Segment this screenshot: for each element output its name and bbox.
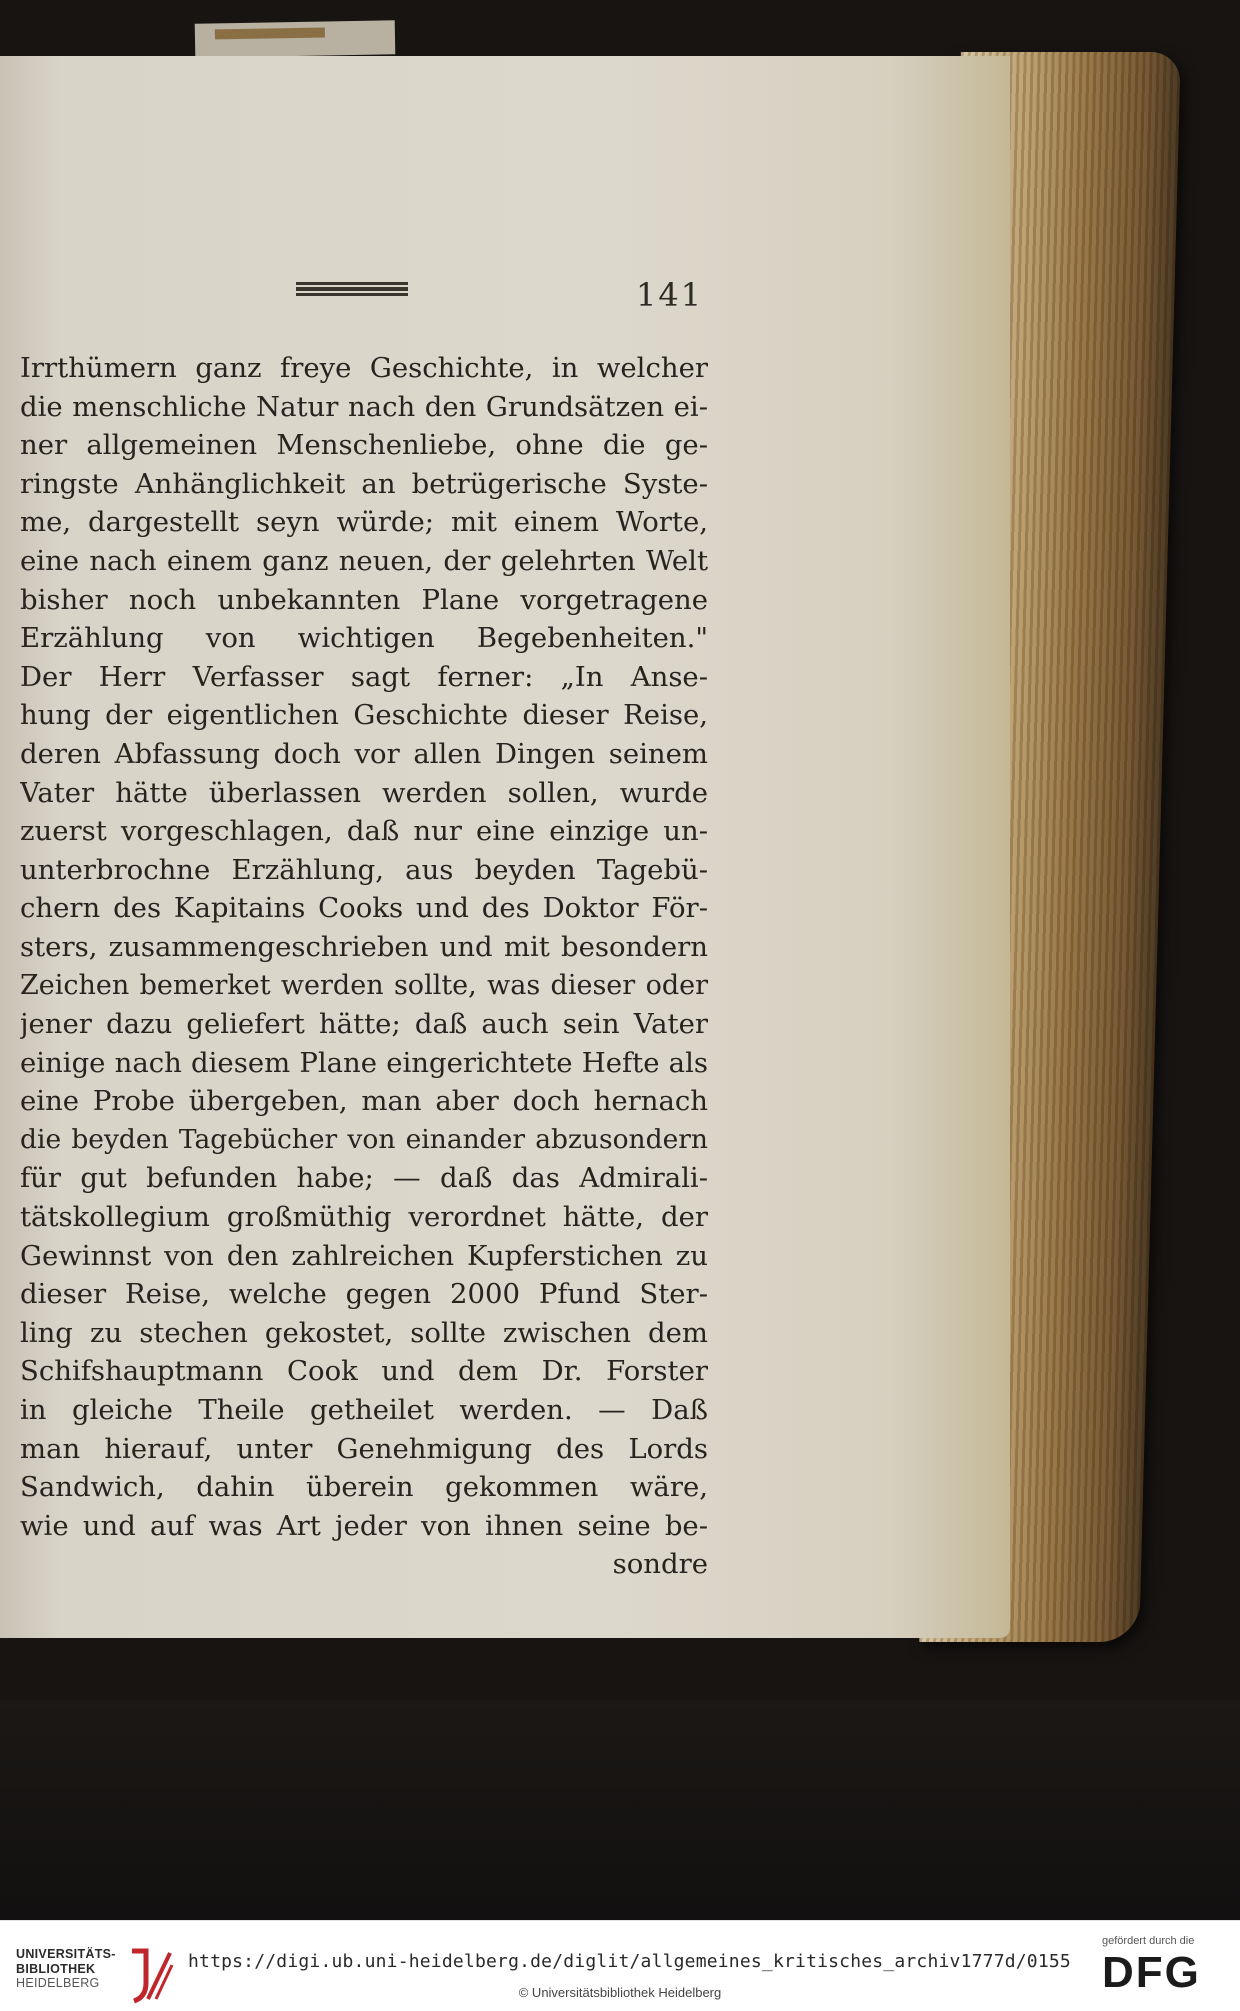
book-page (0, 56, 1010, 1638)
library-logo-text (16, 1947, 116, 1991)
dfg-logo: DFG (1102, 1948, 1201, 1997)
copyright-notice: © Universitätsbibliothek Heidelberg (518, 1985, 722, 2000)
text-line: ringste Anhänglichkeit an betrügerische Syste- (20, 467, 708, 500)
funder-block (1102, 1935, 1230, 1995)
text-line: man hierauf, unter Genehmigung des Lords (20, 1432, 708, 1465)
text-line: in gleiche Theile getheilet werden. — Daß (20, 1394, 708, 1427)
text-line: die beyden Tagebücher von einander abzusondern (20, 1123, 708, 1155)
page-top-edge (195, 20, 396, 57)
text-line: tätskollegium großmüthig verordnet hätte, der (20, 1201, 708, 1234)
text-line: zuerst vorgeschlagen, daß nur eine einzige un- (20, 815, 708, 848)
page-number: 141 (636, 276, 704, 314)
text-line: Sandwich, dahin überein gekommen wäre, (20, 1471, 708, 1504)
text-line: sters, zusammengeschrieben und mit besondern (20, 930, 708, 963)
text-line: Irrthümern ganz freye Geschichte, in welcher (20, 352, 708, 384)
text-line: ner allgemeinen Menschenliebe, ohne die ge- (20, 429, 708, 462)
text-line: Gewinnst von den zahlreichen Kupferstichen zu (20, 1239, 708, 1272)
text-line: deren Abfassung doch vor allen Dingen seinem (20, 737, 708, 770)
text-line: Der Herr Verfasser sagt ferner: „In Anse- (20, 660, 708, 693)
text-line: ling zu stechen gekostet, sollte zwischen dem (20, 1316, 708, 1349)
text-line: eine nach einem ganz neuen, der gelehrten Welt (20, 544, 708, 577)
library-name-line3: HEIDELBERG (16, 1976, 100, 1990)
text-line: chern des Kapitains Cooks und des Doktor För- (20, 892, 708, 925)
text-line: wie und auf was Art jeder von ihnen seine be- (20, 1509, 708, 1542)
text-line: Zeichen bemerket werden sollte, was dieser oder (20, 969, 708, 1001)
text-line: für gut befunden habe; — daß das Admirali- (20, 1162, 708, 1195)
text-line: eine Probe übergeben, man aber doch hernach (20, 1085, 708, 1118)
text-line: sondre (612, 1548, 708, 1581)
text-line: hung der eigentlichen Geschichte dieser Reise, (20, 699, 708, 732)
text-line: die menschliche Natur nach den Grundsätzen ei- (20, 390, 708, 423)
text-line: dieser Reise, welche gegen 2000 Pfund Ster- (20, 1278, 708, 1311)
page-text (20, 349, 708, 1584)
library-name-line1: UNIVERSITÄTS- (16, 1947, 116, 1961)
viewer-footer (0, 1920, 1240, 2011)
text-line: Schifshauptmann Cook und dem Dr. Forster (20, 1355, 708, 1388)
text-line: bisher noch unbekannten Plane vorgetragene (20, 583, 708, 616)
permalink-url[interactable]: https://digi.ub.uni-heidelberg.de/diglit/allgemeines_kritisches_archiv1777d/0155 (188, 1951, 1071, 1972)
funding-label: gefördert durch die (1102, 1935, 1195, 1947)
text-line: einige nach diesem Plane eingerichtete Hefte als (20, 1046, 708, 1079)
library-name-line2: BIBLIOTHEK (16, 1961, 96, 1976)
text-line: jener dazu geliefert hätte; daß auch sein Vater (20, 1008, 708, 1041)
header-rule (296, 282, 408, 296)
scanner-background (0, 1700, 1240, 1920)
text-line: me, dargestellt seyn würde; mit einem Worte, (20, 506, 708, 539)
text-line: unterbrochne Erzählung, aus beyden Tagebü- (20, 853, 708, 886)
text-line: Vater hätte überlassen werden sollen, wurde (20, 776, 708, 809)
text-line: Erzählung von wichtigen Begebenheiten." (20, 622, 708, 655)
